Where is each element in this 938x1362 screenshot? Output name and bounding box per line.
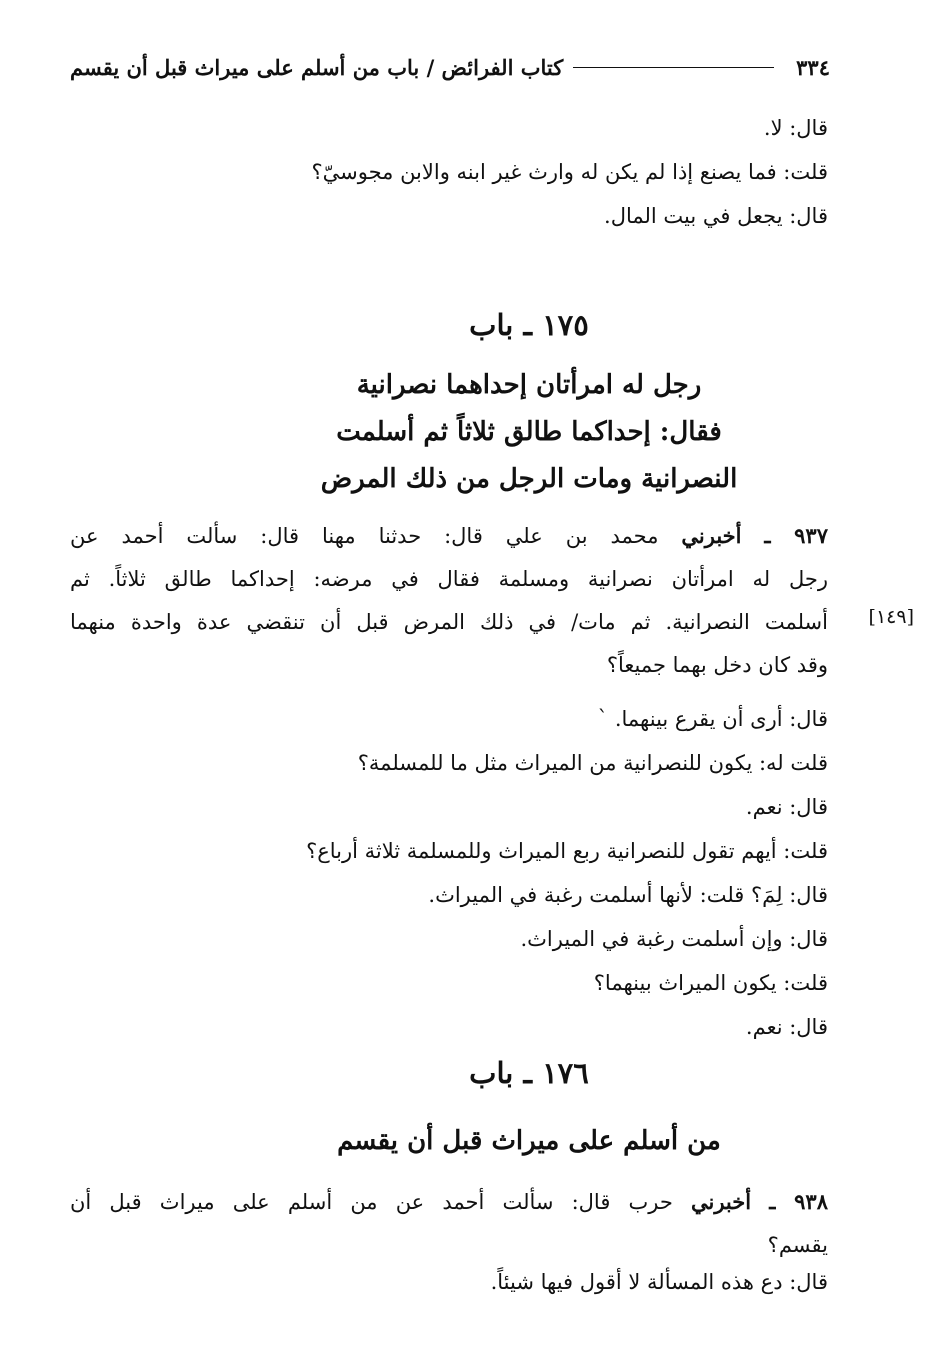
page-number: ٣٣٤ <box>796 54 830 80</box>
narration-line <box>70 1180 828 1224</box>
header-rule <box>573 67 774 68</box>
dialogue-line: قال: لِمَ؟ قلت: لأنها أسلمت رغبة في الميراث. <box>428 883 828 907</box>
final-dialogue <box>70 1260 828 1304</box>
narration-text: حرب قال: سألت أحمد عن من أسلم على ميراث قبل أن <box>70 1190 673 1214</box>
chapter-175-title <box>120 362 938 503</box>
dialogue-line: قال: لا. <box>763 116 828 140</box>
narration-line: وقد كان دخل بهما جميعاً؟ <box>606 653 828 677</box>
manuscript-folio-marker: [١٤٩] <box>868 606 914 628</box>
dialogue-line: قال: دع هذه المسألة لا أقول فيها شيئاً. <box>490 1270 828 1294</box>
dialogue-line: قال: نعم. <box>745 795 828 819</box>
dialogue-line: قال: أرى أن يقرع بينهما. ˋ <box>597 707 828 731</box>
chapter-title-line: النصرانية ومات الرجل من ذلك المرض <box>320 464 738 494</box>
dialogue-line: قال: وإن أسلمت رغبة في الميراث. <box>520 927 828 951</box>
running-header-title: كتاب الفرائض / باب من أسلم على ميراث قبل أن يقسم <box>70 54 564 80</box>
dialogue-line: قلت: فما يصنع إذا لم يكن له وارث غير ابنه والابن مجوسيّ؟ <box>311 160 828 184</box>
chapter-176-title: من أسلم على ميراث قبل أن يقسم <box>337 1126 721 1156</box>
hadith-938 <box>70 1180 828 1267</box>
chapter-title-line: رجل له امرأتان إحداهما نصرانية <box>356 370 702 400</box>
top-dialogue <box>70 106 828 238</box>
hadith-937 <box>70 514 828 687</box>
chapter-176-heading: ١٧٦ ـ باب <box>469 1056 589 1090</box>
chapter-title-line: فقال: إحداكما طالق ثلاثاً ثم أسلمت <box>336 417 722 447</box>
dialogue-line: قلت: أيهم تقول للنصرانية ربع الميراث وللمسلمة ثلاثة أرباع؟ <box>306 839 828 863</box>
dialogue-937 <box>70 697 828 1049</box>
dialogue-line: قلت: يكون الميراث بينهما؟ <box>593 971 828 995</box>
narration-intro: أخبرني <box>690 1189 752 1214</box>
dialogue-line: قلت له: يكون للنصرانية من الميراث مثل ما للمسلمة؟ <box>357 751 828 775</box>
chapter-175-heading: ١٧٥ ـ باب <box>469 308 589 342</box>
narration-line: يقسم؟ <box>767 1233 828 1257</box>
narration-line: أسلمت النصرانية. ثم مات/ في ذلك المرض قبل أن تنقضي عدة واحدة منهما <box>70 610 828 634</box>
dialogue-line: قال: نعم. <box>745 1015 828 1039</box>
hadith-number: ٩٣٧ ـ <box>764 523 828 548</box>
narration-line <box>70 514 828 558</box>
narration-line: رجل له امرأتان نصرانية ومسلمة فقال في مرضه: إحداكما طالق ثلاثاً. ثم <box>70 567 828 591</box>
narration-text: محمد بن علي قال: حدثنا مهنا قال: سألت أحمد عن <box>70 524 659 548</box>
narration-intro: أخبرني <box>681 523 742 548</box>
hadith-number: ٩٣٨ ـ <box>769 1189 828 1214</box>
dialogue-line: قال: يجعل في بيت المال. <box>604 204 828 228</box>
running-header <box>70 50 830 84</box>
